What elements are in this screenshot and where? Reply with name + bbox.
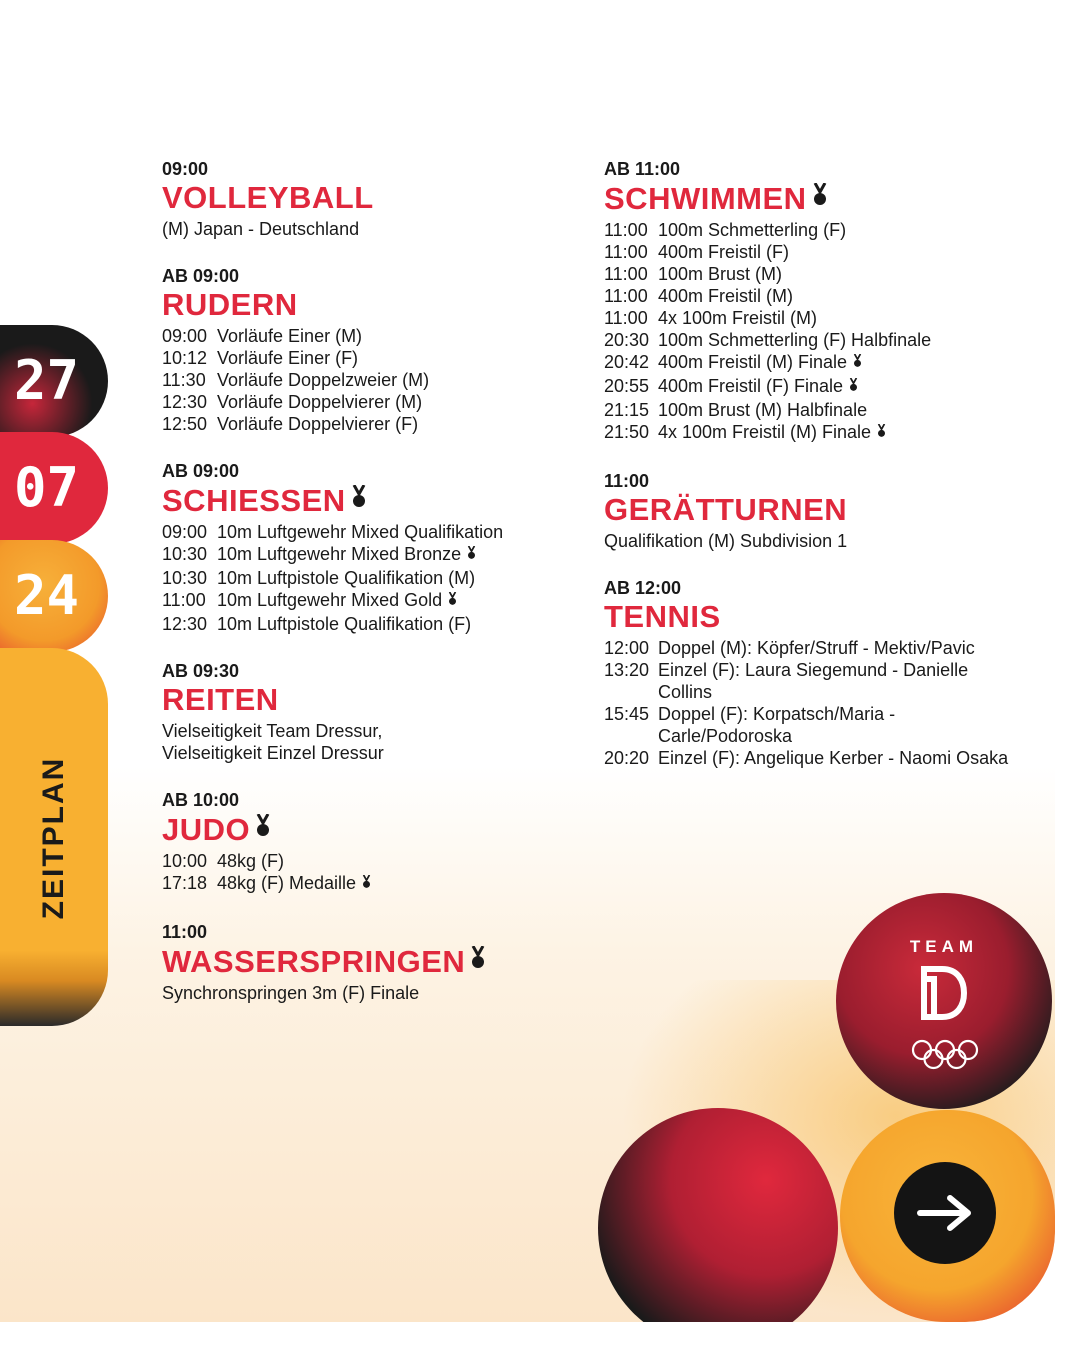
- event-row: [162, 521, 582, 543]
- event-name: [217, 543, 582, 567]
- event-label: 100m Brust (M) Halbfinale: [658, 400, 868, 420]
- sport-name: SCHWIMMEN: [604, 181, 807, 216]
- event-row: [162, 872, 582, 896]
- section-time: AB 10:00: [162, 790, 240, 810]
- event-label: Vorläufe Einer (F): [217, 348, 359, 368]
- schedule-section: [162, 921, 582, 1004]
- section-time: 11:00: [604, 471, 650, 491]
- medal-icon: [352, 482, 366, 518]
- event-name: [658, 747, 1024, 769]
- event-time: 12:00: [604, 638, 650, 658]
- event-time: 20:55: [604, 376, 650, 396]
- event-time: 10:30: [162, 544, 208, 564]
- event-row: [604, 747, 1024, 769]
- event-label: 100m Schmetterling (F) Halbfinale: [658, 330, 932, 350]
- schedule-column-right: [604, 158, 1024, 794]
- schedule-section: [604, 470, 1024, 552]
- event-name: [658, 241, 1024, 263]
- date-rail: [0, 0, 120, 1322]
- event-name: [217, 872, 582, 896]
- event-label: Einzel (F): Angelique Kerber - Naomi Osaka: [658, 748, 1009, 768]
- schedule-section: [162, 265, 582, 435]
- sport-heading: [162, 287, 582, 323]
- event-description: Synchronspringen 3m (F) Finale: [162, 983, 420, 1003]
- event-time: 09:00: [162, 522, 208, 542]
- section-time: 11:00: [162, 922, 208, 942]
- event-row: [604, 329, 1024, 351]
- event-time: 10:00: [162, 851, 208, 871]
- sport-name: GERÄTTURNEN: [604, 492, 848, 527]
- event-label: 4x 100m Freistil (M): [658, 308, 818, 328]
- sport-name: JUDO: [162, 812, 251, 847]
- section-time: AB 09:00: [162, 266, 240, 286]
- sport-name: REITEN: [162, 682, 279, 717]
- event-name: [217, 413, 582, 435]
- event-row: [604, 263, 1024, 285]
- event-name: [658, 703, 1024, 747]
- event-name: [658, 421, 1024, 445]
- event-row: [604, 637, 1024, 659]
- section-time: AB 09:30: [162, 661, 240, 681]
- event-row: [604, 421, 1024, 445]
- event-row: [162, 369, 582, 391]
- event-row: [162, 850, 582, 872]
- event-time: 17:18: [162, 873, 208, 893]
- schedule-section: [604, 158, 1024, 445]
- event-label: 400m Freistil (F) Finale: [658, 376, 844, 396]
- date-day-block: [0, 325, 108, 437]
- sport-heading: [604, 492, 1024, 528]
- event-time: 21:15: [604, 400, 650, 420]
- event-time: 09:00: [162, 326, 208, 346]
- event-row: [162, 347, 582, 369]
- event-row: [604, 307, 1024, 329]
- event-time: 15:45: [604, 704, 650, 724]
- team-d-logo-icon: [920, 965, 968, 1021]
- medal-icon: [467, 545, 476, 567]
- event-row: [162, 589, 582, 613]
- event-label: Doppel (F): Korpatsch/Maria - Carle/Podoroska: [658, 704, 896, 746]
- event-time: 12:30: [162, 392, 208, 412]
- medal-icon: [813, 180, 827, 216]
- event-row: [604, 703, 1024, 747]
- event-label: 10m Luftgewehr Mixed Qualifikation: [217, 522, 504, 542]
- event-description: Qualifikation (M) Subdivision 1: [604, 531, 848, 551]
- sport-heading: [604, 180, 1024, 217]
- section-time: 09:00: [162, 159, 209, 179]
- event-time: 11:30: [162, 370, 206, 390]
- medal-icon: [362, 874, 371, 896]
- medal-icon: [853, 353, 862, 375]
- section-time: AB 11:00: [604, 159, 681, 179]
- olympic-rings-icon: [910, 1039, 980, 1071]
- event-name: [217, 325, 582, 347]
- zeitplan-label: ZEITPLAN: [37, 756, 70, 920]
- event-time: 20:20: [604, 748, 650, 768]
- event-row: [604, 351, 1024, 375]
- event-label: Vorläufe Einer (M): [217, 326, 363, 346]
- sport-heading: [162, 482, 582, 519]
- event-label: 10m Luftpistole Qualifikation (F): [217, 614, 472, 634]
- event-row: [162, 543, 582, 567]
- schedule-section: [162, 660, 582, 764]
- event-label: 4x 100m Freistil (M) Finale: [658, 422, 872, 442]
- event-description: (M) Japan - Deutschland: [162, 219, 360, 239]
- event-row: [604, 659, 1024, 703]
- event-name: [217, 347, 582, 369]
- event-name: [658, 263, 1024, 285]
- team-label: TEAM: [909, 937, 979, 956]
- section-time: AB 09:00: [162, 461, 240, 481]
- medal-icon: [849, 377, 858, 399]
- event-row: [162, 325, 582, 347]
- event-time: 13:20: [604, 660, 650, 680]
- sport-heading: [604, 599, 1024, 635]
- event-label: Einzel (F): Laura Siegemund - Danielle Collins: [658, 660, 969, 702]
- sport-name: SCHIESSEN: [162, 483, 346, 518]
- sport-heading: [162, 682, 582, 718]
- event-label: 100m Schmetterling (F): [658, 220, 847, 240]
- sport-heading: [162, 943, 582, 980]
- event-row: [604, 241, 1024, 263]
- event-time: 11:00: [604, 308, 648, 328]
- event-time: 10:30: [162, 568, 208, 588]
- arrow-right-icon: [916, 1193, 974, 1233]
- event-name: [658, 659, 1024, 703]
- date-year-block: [0, 540, 108, 652]
- event-time: 11:00: [604, 220, 648, 240]
- event-time: 20:30: [604, 330, 650, 350]
- event-name: [658, 375, 1024, 399]
- event-time: 21:50: [604, 422, 650, 442]
- event-name: [217, 567, 582, 589]
- event-label: 48kg (F): [217, 851, 285, 871]
- event-name: [658, 307, 1024, 329]
- event-row: [604, 219, 1024, 241]
- medal-icon: [877, 423, 886, 445]
- medal-icon: [471, 943, 485, 979]
- event-name: [658, 637, 1024, 659]
- next-button[interactable]: [894, 1162, 996, 1264]
- event-time: 11:00: [604, 286, 648, 306]
- event-label: 10m Luftpistole Qualifikation (M): [217, 568, 476, 588]
- event-description: Vielseitigkeit Team Dressur,: [162, 721, 383, 741]
- event-name: [658, 285, 1024, 307]
- event-label: 400m Freistil (M) Finale: [658, 352, 848, 372]
- team-badge: [836, 893, 1052, 1109]
- schedule-section: [162, 789, 582, 896]
- event-name: [217, 589, 582, 613]
- event-name: [217, 521, 582, 543]
- sport-name: VOLLEYBALL: [162, 180, 374, 215]
- event-time: 11:00: [604, 264, 648, 284]
- medal-icon: [256, 811, 270, 847]
- event-label: 48kg (F) Medaille: [217, 873, 357, 893]
- date-day: 27: [14, 349, 80, 412]
- date-month-block: [0, 432, 108, 544]
- event-row: [162, 613, 582, 635]
- event-time: 20:42: [604, 352, 650, 372]
- event-row: [604, 375, 1024, 399]
- event-time: 11:00: [162, 590, 206, 610]
- event-label: Vorläufe Doppelvierer (M): [217, 392, 423, 412]
- event-label: 10m Luftgewehr Mixed Bronze: [217, 544, 462, 564]
- event-row: [604, 399, 1024, 421]
- event-row: [604, 285, 1024, 307]
- sport-name: RUDERN: [162, 287, 298, 322]
- event-time: 10:12: [162, 348, 208, 368]
- event-name: [658, 219, 1024, 241]
- event-name: [217, 391, 582, 413]
- event-row: [162, 567, 582, 589]
- schedule-column-left: [162, 158, 582, 1029]
- event-label: 400m Freistil (F): [658, 242, 790, 262]
- event-label: 400m Freistil (M): [658, 286, 794, 306]
- date-month: 07: [14, 456, 80, 519]
- sport-heading: [162, 180, 582, 216]
- event-time: 12:50: [162, 414, 208, 434]
- event-name: [217, 369, 582, 391]
- event-name: [658, 351, 1024, 375]
- event-row: [162, 413, 582, 435]
- date-year: 24: [14, 564, 80, 627]
- schedule-section: [162, 460, 582, 635]
- sport-heading: [162, 811, 582, 848]
- schedule-section: [162, 158, 582, 240]
- event-time: 11:00: [604, 242, 648, 262]
- event-row: [162, 391, 582, 413]
- event-name: [217, 850, 582, 872]
- event-label: Vorläufe Doppelvierer (F): [217, 414, 419, 434]
- event-description: Vielseitigkeit Einzel Dressur: [162, 743, 384, 763]
- event-label: Vorläufe Doppelzweier (M): [217, 370, 430, 390]
- event-label: 10m Luftgewehr Mixed Gold: [217, 590, 443, 610]
- event-name: [658, 329, 1024, 351]
- sport-name: WASSERSPRINGEN: [162, 944, 466, 979]
- medal-icon: [448, 591, 457, 613]
- event-name: [658, 399, 1024, 421]
- schedule-section: [604, 577, 1024, 769]
- section-time: AB 12:00: [604, 578, 682, 598]
- event-label: Doppel (M): Köpfer/Struff - Mektiv/Pavic: [658, 638, 975, 658]
- event-label: 100m Brust (M): [658, 264, 783, 284]
- sport-name: TENNIS: [604, 599, 721, 634]
- event-time: 12:30: [162, 614, 208, 634]
- event-name: [217, 613, 582, 635]
